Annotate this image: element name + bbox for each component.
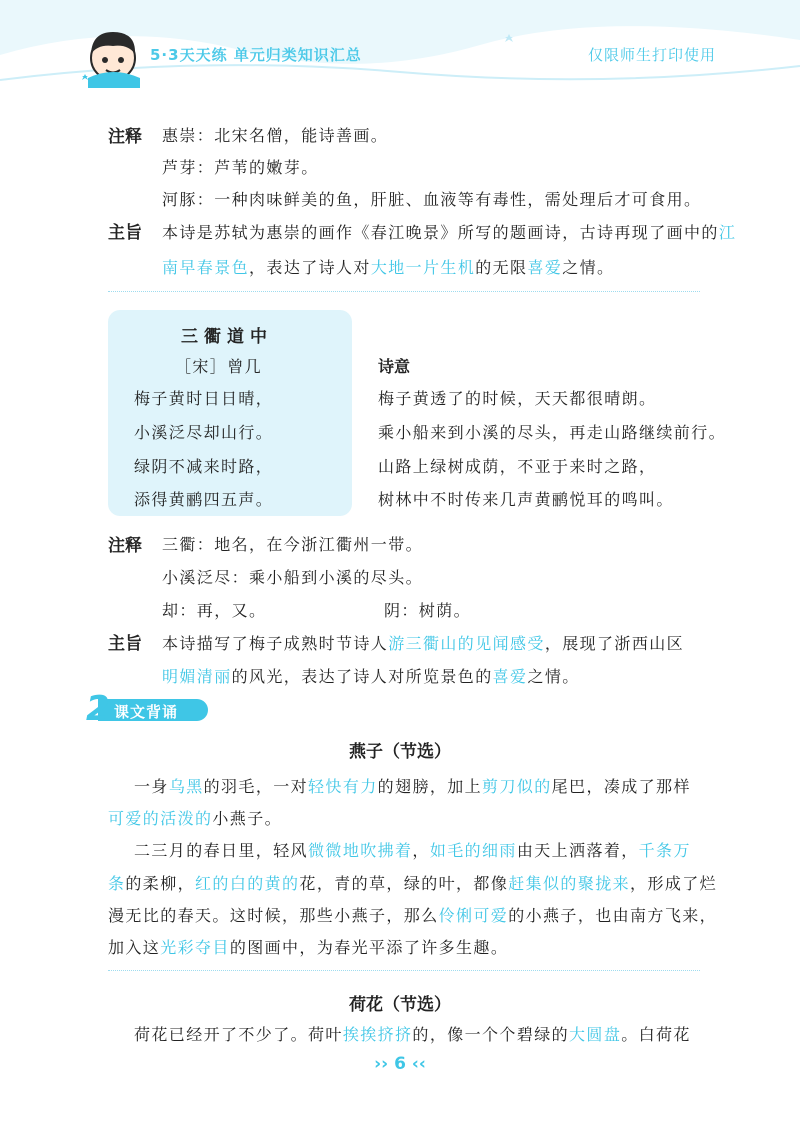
paragraph-line: 可爱的活泼的小燕子。 [108,809,283,828]
notes-label: 注释 [108,127,142,147]
meaning-label: 诗意 [378,357,411,376]
poem-line: 梅子黄时日日晴， [134,389,274,408]
poem-title: 三衢道中 [181,327,273,347]
print-note: 仅限师生打印使用 [587,46,716,64]
theme-highlight: 喜爱 [527,258,563,277]
paragraph-line: 二三月的春日里，轻风微微地吹拂着，如毛的细雨由天上洒落着，千条万 [134,841,691,860]
theme-highlight: 大地一片生机 [370,258,476,277]
theme-label: 主旨 [108,223,142,243]
section-tag-text: 课文背诵 [114,703,179,721]
section-tag-recite [82,689,212,729]
chevron-left-icon: ‹‹ [411,1054,426,1074]
theme-highlight: 江 [718,223,737,242]
meaning-line: 树林中不时传来几声黄鹂悦耳的鸣叫。 [378,490,674,509]
paragraph-line: 荷花已经开了不少了。荷叶挨挨挤挤的，像一个个碧绿的大圆盘。白荷花 [134,1025,691,1044]
meaning-line: 山路上绿树成荫，不亚于来时之路， [378,457,657,476]
notes-label: 注释 [108,536,142,556]
theme-line [162,220,736,243]
note-line: 惠崇：北宋名僧，能诗善画。 [162,126,389,145]
theme-text: 之情。 [562,258,615,277]
section-tag-number: 2 [86,689,110,729]
note-line: 芦芽：芦苇的嫩芽。 [162,158,319,177]
page-number [0,1054,800,1074]
series-title: 5·3天天练 单元归类知识汇总 [150,46,362,64]
theme-text: ，表达了诗人对 [249,258,371,277]
page-header [0,0,800,95]
meaning-line: 乘小船来到小溪的尽头，再走山路继续前行。 [378,423,727,442]
note-line: 河豚：一种肉味鲜美的鱼，肝脏、血液等有毒性，需处理后才可食用。 [162,190,702,209]
section-divider [108,291,700,292]
section-divider [108,970,700,971]
theme-text: 之情。 [527,667,580,686]
theme-highlight: 明媚清丽 [162,667,232,686]
theme-text: 的风光，表达了诗人对所览景色的 [231,667,493,686]
poem-author: ［宋］曾几 [175,357,263,376]
theme-line [162,255,614,278]
theme-text: 本诗是苏轼为惠崇的画作《春江晚景》所写的题画诗，古诗再现了画中的 [162,223,719,242]
theme-line [162,664,580,687]
theme-label: 主旨 [108,634,142,654]
note-line: 却：再，又。 [162,601,267,620]
chevron-right-icon: ›› [374,1054,389,1074]
paragraph-line: 一身乌黑的羽毛，一对轻快有力的翅膀，加上剪刀似的尾巴，凑成了那样 [134,777,691,796]
theme-text: 的无限 [475,258,528,277]
cartoon-boy-icon [78,18,148,88]
theme-highlight: 南早春景色 [162,258,250,277]
paragraph-line: 条的柔柳，红的白的黄的花，青的草，绿的叶，都像赶集似的聚拢来，形成了烂 [108,874,718,893]
theme-line [162,631,684,654]
paragraph-line: 漫无比的春天。这时候，那些小燕子，那么伶俐可爱的小燕子，也由南方飞来， [108,906,718,925]
poem-line: 小溪泛尽却山行。 [134,423,274,442]
article-title-swallow: 燕子（节选） [349,742,451,762]
theme-text: 本诗描写了梅子成熟时节诗人 [162,634,389,653]
note-line: 小溪泛尽：乘小船到小溪的尽头。 [162,568,424,587]
theme-highlight: 游三衢山的见闻感受 [388,634,545,653]
theme-highlight: 喜爱 [492,667,528,686]
article-title-lotus: 荷花（节选） [349,995,451,1015]
note-line: 三衢：地名，在今浙江衢州一带。 [162,535,424,554]
note-line: 阴：树荫。 [384,601,472,620]
theme-text: ，展现了浙西山区 [544,634,685,653]
meaning-line: 梅子黄透了的时候，天天都很晴朗。 [378,389,657,408]
poem-line: 绿阴不减来时路， [134,457,274,476]
page-number-value: 6 [394,1054,406,1074]
poem-line: 添得黄鹂四五声。 [134,490,274,509]
paragraph-line: 加入这光彩夺目的图画中，为春光平添了许多生趣。 [108,938,509,957]
